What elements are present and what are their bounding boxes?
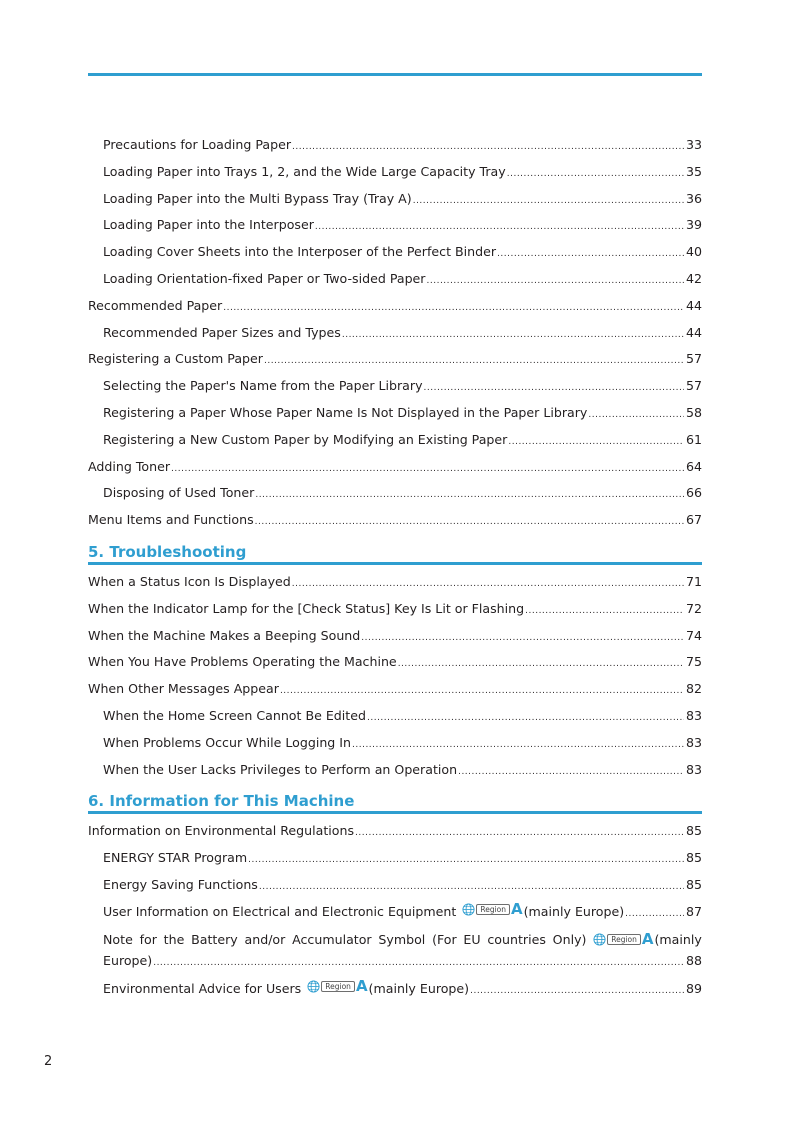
toc-entry-title: When the User Lacks Privileges to Perform an Operation bbox=[103, 761, 458, 777]
toc-entry-title: Selecting the Paper's Name from the Paper Library bbox=[103, 378, 423, 394]
region-label: Region bbox=[321, 981, 355, 992]
chapter-title[interactable]: 5. Troubleshooting bbox=[88, 542, 247, 561]
toc-entry[interactable] bbox=[88, 293, 702, 320]
toc-entry-word: Symbol bbox=[378, 931, 426, 947]
toc-entry[interactable] bbox=[88, 845, 702, 872]
dot-leader bbox=[497, 241, 684, 268]
toc-entry[interactable] bbox=[88, 320, 702, 347]
toc-entry-title: Recommended Paper bbox=[88, 297, 223, 313]
toc-entry[interactable] bbox=[88, 899, 702, 926]
toc-entry-page: 64 bbox=[685, 458, 702, 474]
chapter-five-entries bbox=[88, 569, 702, 783]
toc-entry-page: 44 bbox=[685, 324, 702, 340]
dot-leader bbox=[424, 375, 684, 402]
toc-entry-page: 89 bbox=[685, 980, 702, 996]
dot-leader bbox=[342, 322, 684, 349]
region-letter: A bbox=[641, 929, 654, 948]
toc-entry-title: Energy Saving Functions bbox=[103, 876, 258, 892]
dot-leader bbox=[625, 901, 684, 928]
toc-entry[interactable] bbox=[88, 872, 702, 899]
toc-entry-title: Adding Toner bbox=[88, 458, 171, 474]
toc-entry-title: Disposing of Used Toner bbox=[103, 485, 255, 501]
page-number: 2 bbox=[44, 1054, 53, 1069]
toc-entry-suffix: (mainly Europe) bbox=[368, 980, 470, 996]
toc-entry[interactable] bbox=[88, 676, 702, 703]
toc-entry-word: the bbox=[163, 931, 185, 947]
toc-entry-title: Loading Cover Sheets into the Interposer of the Perfect Binder bbox=[103, 244, 497, 260]
dot-leader bbox=[255, 509, 684, 536]
toc-entry-title: Loading Orientation-fixed Paper or Two-sided Paper bbox=[103, 270, 426, 286]
toc-entry-suffix: (mainly bbox=[654, 931, 702, 947]
toc-entry-page: 66 bbox=[685, 485, 702, 501]
toc-entry-page: 40 bbox=[685, 244, 702, 260]
dot-leader bbox=[292, 134, 684, 161]
toc-entry[interactable] bbox=[88, 346, 702, 373]
toc-entry[interactable] bbox=[88, 159, 702, 186]
toc-entry[interactable] bbox=[88, 212, 702, 239]
dot-leader bbox=[470, 978, 684, 1005]
toc-entry-page: 67 bbox=[685, 512, 702, 528]
toc-entry-word: Note bbox=[103, 931, 133, 947]
header-rule bbox=[88, 73, 702, 76]
battery-entry-line2 bbox=[103, 950, 702, 974]
region-a-badge bbox=[462, 899, 523, 918]
toc-entry-title: Information on Environmental Regulations bbox=[88, 823, 355, 839]
toc-entry-page: 44 bbox=[685, 297, 702, 313]
toc-entry[interactable] bbox=[88, 649, 702, 676]
dot-leader bbox=[153, 953, 684, 974]
toc-entry-title: When the Machine Makes a Beeping Sound bbox=[88, 627, 361, 643]
chapter-heading-troubleshooting[interactable] bbox=[88, 534, 702, 565]
dot-leader bbox=[264, 348, 684, 375]
dot-leader bbox=[352, 732, 684, 759]
toc-entry-title: Loading Paper into the Interposer bbox=[103, 217, 314, 233]
toc-entry-page: 75 bbox=[685, 654, 702, 670]
toc-entry-page: 71 bbox=[685, 573, 702, 589]
toc-entry[interactable] bbox=[88, 507, 702, 534]
dot-leader bbox=[171, 456, 684, 483]
region-letter: A bbox=[355, 976, 368, 995]
toc-entry-page: 36 bbox=[685, 190, 702, 206]
toc-entry-title: When the Indicator Lamp for the [Check Status] Key Is Lit or Flashing bbox=[88, 600, 525, 616]
toc-entry-title: Menu Items and Functions bbox=[88, 512, 254, 528]
toc-entry-title: When the Home Screen Cannot Be Edited bbox=[103, 707, 366, 723]
dot-leader bbox=[280, 678, 684, 705]
toc-entry-title: Registering a Paper Whose Paper Name Is Not Displayed in the Paper Library bbox=[103, 404, 588, 420]
dot-leader bbox=[248, 847, 684, 874]
battery-entry-line1 bbox=[103, 929, 702, 950]
globe-icon bbox=[462, 903, 475, 916]
toc-entry-word: Only) bbox=[552, 931, 587, 947]
dot-leader bbox=[413, 188, 684, 215]
toc-entry-page: 87 bbox=[685, 903, 702, 919]
toc-entry[interactable] bbox=[88, 703, 702, 730]
dot-leader bbox=[507, 161, 684, 188]
toc-entry-title: When You Have Problems Operating the Machine bbox=[88, 654, 397, 670]
toc-entry-page: 85 bbox=[685, 823, 702, 839]
globe-icon bbox=[307, 980, 320, 993]
toc-entry-page: 88 bbox=[685, 952, 702, 968]
dot-leader bbox=[588, 402, 684, 429]
region-suffix-group bbox=[593, 929, 702, 950]
region-a-badge bbox=[593, 929, 654, 948]
toc-entry[interactable] bbox=[88, 132, 702, 159]
toc-entry[interactable] bbox=[88, 596, 702, 623]
toc-entry-word: countries bbox=[487, 931, 546, 947]
toc-entry-title: User Information on Electrical and Electronic Equipment bbox=[103, 903, 457, 919]
toc-entry[interactable] bbox=[88, 454, 702, 481]
toc-entry[interactable] bbox=[88, 818, 702, 845]
toc-entry-title: Loading Paper into Trays 1, 2, and the Wide Large Capacity Tray bbox=[103, 163, 506, 179]
toc-entry-title: Loading Paper into the Multi Bypass Tray (Tray A) bbox=[103, 190, 412, 206]
toc-entry-page: 39 bbox=[685, 217, 702, 233]
toc-entry-environmental-advice[interactable] bbox=[88, 976, 702, 1003]
dot-leader bbox=[255, 482, 684, 509]
toc-entry-word: Battery bbox=[191, 931, 238, 947]
toc-entry-title: Registering a Custom Paper bbox=[88, 351, 263, 367]
region-a-badge bbox=[307, 976, 368, 995]
toc-entry-page: 82 bbox=[685, 681, 702, 697]
chapter-six-entries bbox=[88, 818, 702, 925]
toc-entry-title: When a Status Icon Is Displayed bbox=[88, 573, 291, 589]
toc-entry-title: Precautions for Loading Paper bbox=[103, 137, 292, 152]
toc-entry[interactable] bbox=[88, 400, 702, 427]
toc-entry-word: for bbox=[139, 931, 157, 947]
toc-entry-word: (For bbox=[432, 931, 457, 947]
toc-entry-title: When Problems Occur While Logging In bbox=[103, 734, 351, 750]
dot-leader bbox=[508, 429, 684, 456]
region-label: Region bbox=[476, 904, 510, 915]
toc-entry-page: 57 bbox=[685, 378, 702, 394]
toc-entry-page: 74 bbox=[685, 627, 702, 643]
toc-entry-title: Registering a New Custom Paper by Modifying an Existing Paper bbox=[103, 431, 508, 447]
toc-entry-word: and/or bbox=[244, 931, 286, 947]
toc-entry-title: When Other Messages Appear bbox=[88, 681, 279, 697]
toc-entry-suffix: (mainly Europe) bbox=[523, 903, 625, 919]
dot-leader bbox=[355, 820, 684, 847]
region-letter: A bbox=[511, 899, 523, 918]
toc-entry[interactable] bbox=[88, 757, 702, 784]
toc-entry-page: 42 bbox=[685, 270, 702, 286]
toc-entry[interactable] bbox=[88, 623, 702, 650]
toc-entry-page: 58 bbox=[685, 404, 702, 420]
dot-leader bbox=[259, 874, 684, 901]
toc-entry-page: 83 bbox=[685, 707, 702, 723]
chapter-title[interactable]: 6. Information for This Machine bbox=[88, 792, 355, 811]
toc-entry-page: 83 bbox=[685, 761, 702, 777]
toc-entry-word: Accumulator bbox=[292, 931, 372, 947]
toc-entry[interactable] bbox=[88, 730, 702, 757]
region-label: Region bbox=[607, 934, 641, 945]
table-of-contents bbox=[88, 132, 702, 1002]
section-four-entries bbox=[88, 132, 702, 534]
toc-entry-title: ENERGY STAR Program bbox=[103, 850, 248, 866]
dot-leader bbox=[398, 651, 684, 678]
toc-entry-title: Europe) bbox=[103, 952, 153, 968]
toc-entry-page: 61 bbox=[685, 431, 702, 447]
toc-entry[interactable] bbox=[88, 427, 702, 454]
dot-leader bbox=[367, 705, 684, 732]
toc-entry[interactable] bbox=[88, 480, 702, 507]
chapter-heading-information[interactable] bbox=[88, 783, 702, 814]
toc-entry-page: 83 bbox=[685, 734, 702, 750]
toc-entry[interactable] bbox=[88, 266, 702, 293]
toc-entry[interactable] bbox=[88, 239, 702, 266]
toc-entry[interactable] bbox=[88, 373, 702, 400]
toc-entry-battery-symbol[interactable] bbox=[88, 929, 702, 974]
toc-entry[interactable] bbox=[88, 186, 702, 213]
toc-entry-title: Environmental Advice for Users bbox=[103, 980, 302, 996]
toc-entry-word: EU bbox=[463, 931, 481, 947]
dot-leader bbox=[525, 598, 684, 625]
toc-entry-title: Recommended Paper Sizes and Types bbox=[103, 324, 341, 340]
globe-icon bbox=[593, 933, 606, 946]
dot-leader bbox=[223, 295, 684, 322]
dot-leader bbox=[458, 759, 684, 786]
dot-leader bbox=[427, 268, 684, 295]
dot-leader bbox=[315, 214, 684, 241]
toc-entry-page: 85 bbox=[685, 850, 702, 866]
dot-leader bbox=[361, 625, 684, 652]
toc-entry-page: 33 bbox=[685, 137, 702, 152]
toc-entry-page: 72 bbox=[685, 600, 702, 616]
toc-entry-page: 85 bbox=[685, 876, 702, 892]
toc-entry-page: 57 bbox=[685, 351, 702, 367]
dot-leader bbox=[292, 571, 684, 598]
toc-entry[interactable] bbox=[88, 569, 702, 596]
toc-entry-page: 35 bbox=[685, 163, 702, 179]
